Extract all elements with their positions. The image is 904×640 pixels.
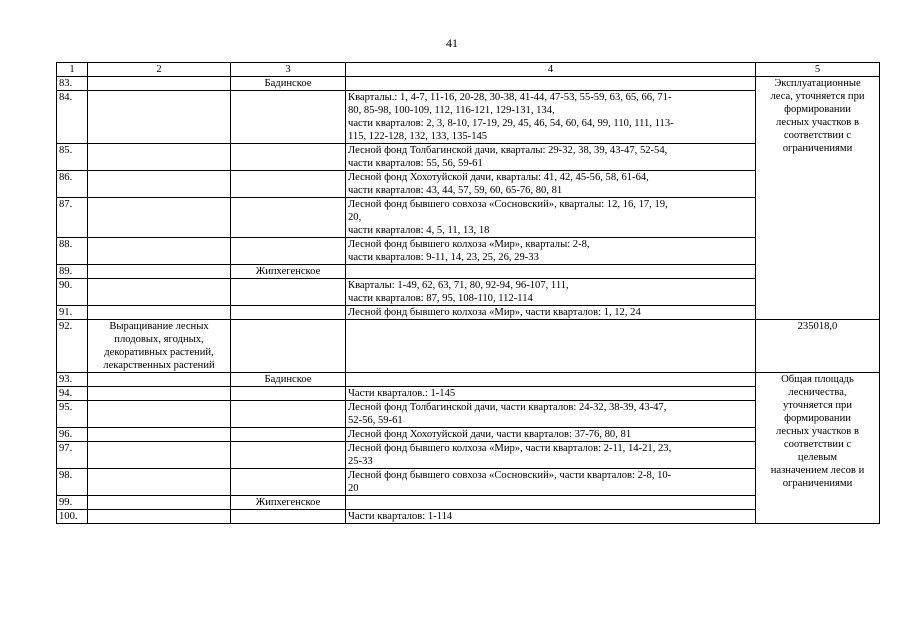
row-number: 88. xyxy=(57,238,88,265)
activity-cell xyxy=(88,510,231,524)
header-col-3: 3 xyxy=(231,63,346,77)
activity-cell xyxy=(88,171,231,198)
area-value: 235018,0 xyxy=(756,320,880,373)
activity-cell xyxy=(88,77,231,91)
quarters-cell xyxy=(346,77,756,91)
quarters-cell: Кварталы: 1-49, 62, 63, 71, 80, 92-94, 96-107, 111, части кварталов: 87, 95, 108-110, 112-114 xyxy=(346,279,756,306)
header-col-5: 5 xyxy=(756,63,880,77)
district-cell xyxy=(231,171,346,198)
district-cell xyxy=(231,91,346,144)
district-cell: Жипхегенское xyxy=(231,496,346,510)
row-number: 86. xyxy=(57,171,88,198)
district-cell xyxy=(231,279,346,306)
district-cell: Жипхегенское xyxy=(231,265,346,279)
district-cell xyxy=(231,144,346,171)
row-number: 91. xyxy=(57,306,88,320)
quarters-cell: Части кварталов: 1-114 xyxy=(346,510,756,524)
row-number: 93. xyxy=(57,373,88,387)
quarters-cell: Лесной фонд Толбагинской дачи, части кварталов: 24-32, 38-39, 43-47, 52-56, 59-61 xyxy=(346,401,756,428)
district-cell xyxy=(231,469,346,496)
activity-cell xyxy=(88,387,231,401)
quarters-cell: Лесной фонд бывшего колхоза «Мир», части кварталов: 1, 12, 24 xyxy=(346,306,756,320)
row-number: 96. xyxy=(57,428,88,442)
activity-cell xyxy=(88,198,231,238)
forestry-table xyxy=(56,62,880,524)
quarters-cell: Лесной фонд бывшего совхоза «Сосновский», части кварталов: 2-8, 10- 20 xyxy=(346,469,756,496)
row-number: 98. xyxy=(57,469,88,496)
quarters-cell xyxy=(346,320,756,373)
row-number: 83. xyxy=(57,77,88,91)
district-cell xyxy=(231,401,346,428)
activity-cell xyxy=(88,496,231,510)
table-row xyxy=(57,373,880,387)
activity-cell xyxy=(88,401,231,428)
header-col-4: 4 xyxy=(346,63,756,77)
row-number: 99. xyxy=(57,496,88,510)
district-cell xyxy=(231,387,346,401)
row-number: 90. xyxy=(57,279,88,306)
note-cell-total-area: Общая площадь лесничества, уточняется при формировании лесных участков в соответствии с целевым назначением лесов и ограничениями xyxy=(756,373,880,524)
row-number: 95. xyxy=(57,401,88,428)
row-number: 92. xyxy=(57,320,88,373)
district-cell: Бадинское xyxy=(231,373,346,387)
district-cell: Бадинское xyxy=(231,77,346,91)
quarters-cell: Кварталы.: 1, 4-7, 11-16, 20-28, 30-38, 41-44, 47-53, 55-59, 63, 65, 66, 71- 80, 85-98, 100-109, 112, 116-121, 129-131, 134, части кварталов: 2, 3, 8-10, 17-19, 29, 45, 46, 54, 60, 64, 99, 110, 111, 113- 115, 122-128, 132, 133, 135-145 xyxy=(346,91,756,144)
row-number: 97. xyxy=(57,442,88,469)
quarters-cell: Лесной фонд Хохотуйской дачи, кварталы: 41, 42, 45-56, 58, 61-64, части кварталов: 43, 44, 57, 59, 60, 65-76, 80, 81 xyxy=(346,171,756,198)
district-cell xyxy=(231,510,346,524)
table-row xyxy=(57,77,880,91)
quarters-cell: Лесной фонд Хохотуйской дачи, части кварталов: 37-76, 80, 81 xyxy=(346,428,756,442)
activity-cell xyxy=(88,428,231,442)
activity-cell xyxy=(88,306,231,320)
table-row xyxy=(57,320,880,373)
row-number: 89. xyxy=(57,265,88,279)
activity-cell xyxy=(88,265,231,279)
activity-cell xyxy=(88,238,231,265)
row-number: 87. xyxy=(57,198,88,238)
activity-cell xyxy=(88,91,231,144)
note-cell-exploitation: Эксплуатационные леса, уточняется при формировании лесных участков в соответствии с ограничениями xyxy=(756,77,880,320)
district-cell xyxy=(231,428,346,442)
header-col-1: 1 xyxy=(57,63,88,77)
district-cell xyxy=(231,442,346,469)
quarters-cell: Лесной фонд бывшего колхоза «Мир», кварталы: 2-8, части кварталов: 9-11, 14, 23, 25, 26, 29-33 xyxy=(346,238,756,265)
page-number: 41 xyxy=(446,36,458,50)
quarters-cell: Лесной фонд бывшего совхоза «Сосновский», кварталы: 12, 16, 17, 19, 20, части кварталов: 4, 5, 11, 13, 18 xyxy=(346,198,756,238)
activity-cell: Выращивание лесных плодовых, ягодных, декоративных растений, лекарственных растений xyxy=(88,320,231,373)
district-cell xyxy=(231,198,346,238)
header-row xyxy=(57,63,880,77)
activity-cell xyxy=(88,442,231,469)
activity-cell xyxy=(88,469,231,496)
row-number: 100. xyxy=(57,510,88,524)
quarters-cell: Лесной фонд Толбагинской дачи, кварталы: 29-32, 38, 39, 43-47, 52-54, части кварталов: 55, 56, 59-61 xyxy=(346,144,756,171)
row-number: 85. xyxy=(57,144,88,171)
district-cell xyxy=(231,238,346,265)
district-cell xyxy=(231,320,346,373)
row-number: 84. xyxy=(57,91,88,144)
quarters-cell: Части кварталов.: 1-145 xyxy=(346,387,756,401)
quarters-cell: Лесной фонд бывшего колхоза «Мир», части кварталов: 2-11, 14-21, 23, 25-33 xyxy=(346,442,756,469)
district-cell xyxy=(231,306,346,320)
quarters-cell xyxy=(346,496,756,510)
row-number: 94. xyxy=(57,387,88,401)
activity-cell xyxy=(88,279,231,306)
header-col-2: 2 xyxy=(88,63,231,77)
quarters-cell xyxy=(346,265,756,279)
activity-cell xyxy=(88,144,231,171)
activity-cell xyxy=(88,373,231,387)
quarters-cell xyxy=(346,373,756,387)
